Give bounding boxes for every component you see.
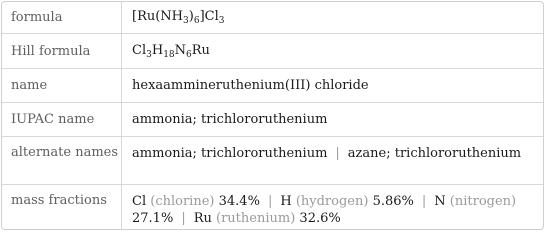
hill-subscript: 18 [163, 49, 175, 60]
name-label: name [11, 78, 48, 93]
formula-part: [Ru(NH [132, 9, 184, 24]
iupac-name-value: ammonia; trichlororuthenium [121, 103, 543, 136]
mass-fractions-value [121, 185, 543, 230]
hill-subscript: 6 [186, 49, 192, 60]
element-percent: 32.6% [299, 211, 341, 226]
row-name [2, 69, 543, 103]
element-name: (nitrogen) [449, 194, 517, 209]
hill-part: Ru [191, 42, 210, 58]
properties-table [1, 1, 544, 230]
formula-part: ) [188, 9, 194, 24]
alternate-name: azane; trichlororuthenium [347, 146, 522, 161]
separator: | [267, 194, 273, 209]
row-iupac-name [2, 103, 543, 137]
formula-subscript: 3 [218, 16, 225, 26]
alternate-names-label: alternate names [11, 145, 119, 160]
alternate-names-value [121, 137, 543, 184]
element-name: (hydrogen) [295, 194, 369, 209]
alternate-name: ammonia; trichlororuthenium [132, 146, 328, 161]
hill-formula-label: Hill formula [11, 43, 91, 59]
row-alternate-names [2, 137, 543, 185]
row-hill-formula [2, 34, 543, 69]
row-mass-fractions [2, 185, 543, 230]
formula-value [121, 2, 543, 33]
hill-formula-value [121, 34, 543, 68]
element-name: (chlorine) [150, 194, 215, 209]
element-percent: 34.4% [218, 194, 260, 209]
element-name: (ruthenium) [216, 211, 296, 226]
row-formula [2, 2, 543, 34]
element-symbol: N [434, 194, 446, 209]
separator: | [181, 211, 186, 226]
element-symbol: Ru [193, 211, 212, 226]
iupac-name-label: IUPAC name [11, 112, 95, 127]
element-percent: 27.1% [132, 211, 174, 226]
hill-part: Cl [132, 42, 147, 58]
name-value: hexaammineruthenium(III) chloride [121, 69, 543, 102]
formula-subscript: 3 [183, 16, 189, 26]
hill-part: H [151, 42, 164, 58]
separator: | [335, 146, 340, 161]
element-percent: 5.86% [372, 194, 414, 209]
formula-part: ]Cl [199, 9, 219, 24]
mass-fractions-label: mass fractions [11, 193, 107, 208]
formula-label: formula [11, 10, 63, 25]
separator: | [421, 194, 427, 209]
hill-part: N [174, 42, 187, 58]
element-symbol: Cl [132, 194, 147, 209]
hill-subscript: 3 [146, 49, 152, 60]
formula-subscript: 6 [193, 16, 200, 26]
element-symbol: H [280, 194, 292, 209]
